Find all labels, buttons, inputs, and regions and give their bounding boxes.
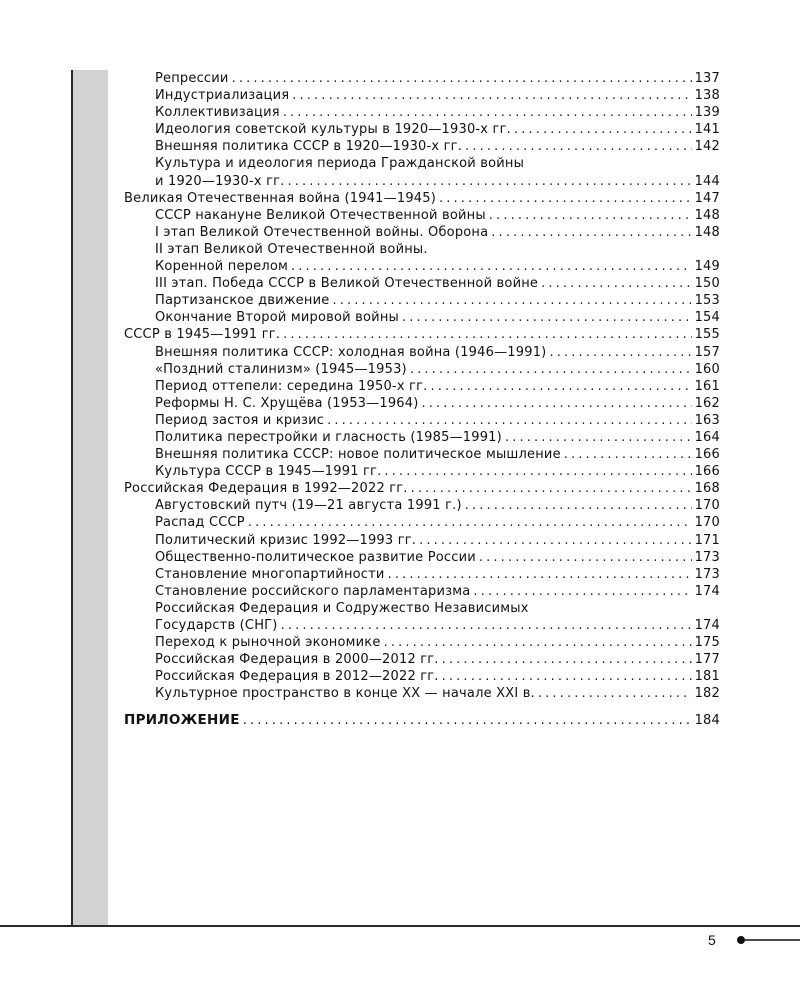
toc-entry-text: Индустриализация: [155, 88, 290, 104]
toc-page-number: 155: [694, 327, 720, 343]
toc-page-number: 148: [694, 224, 720, 240]
toc-entry[interactable]: [124, 651, 720, 668]
table-of-contents: [124, 70, 720, 729]
dot-leader: [287, 173, 691, 190]
toc-entry[interactable]: [124, 514, 720, 531]
dot-leader: [549, 344, 691, 361]
toc-entry[interactable]: [124, 685, 720, 702]
toc-entry[interactable]: [124, 70, 720, 87]
toc-entry-text: Становление многопартийности: [155, 566, 385, 582]
toc-page-number: 166: [694, 447, 720, 463]
toc-entry[interactable]: [124, 395, 720, 412]
toc-entry-text: Внешняя политика СССР: холодная война (1946—1991): [155, 344, 547, 360]
toc-page-number: 170: [694, 515, 720, 531]
toc-entry[interactable]: [124, 429, 720, 446]
toc-entry[interactable]: [124, 104, 720, 121]
toc-entry-text: Российская Федерация в 2012—2022 гг.: [155, 669, 439, 685]
toc-page-number: 181: [694, 669, 720, 685]
toc-page-number: 174: [694, 583, 720, 599]
toc-entry-text: Идеология советской культуры в 1920—1930-х гг.: [155, 122, 511, 138]
dot-leader: [538, 685, 692, 702]
toc-entry[interactable]: [124, 173, 720, 190]
toc-entry[interactable]: [124, 121, 720, 138]
toc-entry-text: Политика перестройки и гласность (1985—1991): [155, 429, 502, 445]
dot-leader: [248, 514, 692, 531]
toc-page-number: 157: [694, 344, 720, 360]
dot-leader: [291, 258, 692, 275]
page-marker-icon: [733, 931, 800, 949]
toc-entry[interactable]: [124, 207, 720, 224]
dot-leader: [281, 617, 692, 634]
dot-leader: [292, 87, 691, 104]
dot-leader: [465, 497, 692, 514]
toc-entry-text: Политический кризис 1992—1993 гг.: [155, 532, 417, 548]
toc-page-number: 138: [694, 88, 720, 104]
toc-entry-text: Великая Отечественная война (1941—1945): [124, 190, 436, 206]
dot-leader: [564, 446, 692, 463]
dot-leader: [232, 70, 692, 87]
toc-entry-text: Коллективизация: [155, 105, 280, 121]
toc-entry-text: Культура и идеология периода Гражданской войны: [155, 156, 525, 172]
toc-entry[interactable]: [124, 668, 720, 685]
toc-entry-text: Период застоя и кризис: [155, 412, 325, 428]
toc-entry[interactable]: [124, 344, 720, 361]
dot-leader: [402, 309, 692, 326]
dot-leader: [332, 292, 691, 309]
toc-entry-text: Партизанское движение: [155, 293, 330, 309]
dot-leader: [422, 395, 692, 412]
toc-entry[interactable]: [124, 446, 720, 463]
dot-leader: [327, 412, 691, 429]
dot-leader: [514, 121, 692, 138]
dot-leader: [479, 549, 692, 566]
toc-entry-text: Государств (СНГ): [155, 618, 278, 633]
appendix-page-number: 184: [694, 713, 720, 729]
dot-leader: [384, 634, 692, 651]
toc-page-number: 163: [694, 412, 720, 428]
toc-entry-text: и 1920—1930-х гг.: [155, 173, 285, 189]
toc-page-number: 153: [694, 293, 720, 309]
toc-page-number: 139: [694, 105, 720, 121]
toc-page-number: 170: [694, 498, 720, 514]
dot-leader: [439, 190, 692, 207]
toc-page-number: 150: [694, 276, 720, 292]
toc-entry[interactable]: [124, 549, 720, 566]
toc-entry-text: III этап. Победа СССР в Великой Отечественной войне: [155, 276, 539, 292]
toc-entry-text: Российская Федерация и Содружество Независимых: [155, 600, 529, 616]
toc-page-number: 161: [694, 378, 720, 394]
page-number: 5: [708, 932, 716, 948]
dot-leader: [489, 207, 692, 224]
toc-section[interactable]: [124, 326, 720, 343]
dot-leader: [430, 378, 691, 395]
footer-rule: [0, 925, 800, 927]
toc-entry-text: I этап Великой Отечественной войны. Оборона: [155, 224, 489, 240]
dot-leader: [411, 480, 692, 497]
toc-entry-text: Российская Федерация в 2000—2012 гг.: [155, 652, 439, 668]
toc-page-number: 177: [694, 652, 720, 668]
dot-leader: [388, 566, 692, 583]
dot-leader: [442, 668, 692, 685]
toc-page-number: 141: [694, 122, 720, 138]
toc-entry[interactable]: [124, 617, 720, 634]
toc-page-number: 137: [694, 71, 720, 86]
toc-entry-text: Реформы Н. С. Хрущёва (1953—1964): [155, 395, 419, 411]
toc-entry[interactable]: [124, 292, 720, 309]
toc-entry-text: Августовский путч (19—21 августа 1991 г.): [155, 498, 462, 514]
toc-entry-text: Культурное пространство в конце XX — начале XXI в.: [155, 686, 535, 702]
toc-entry-text: Распад СССР: [155, 515, 245, 531]
toc-entry[interactable]: [124, 275, 720, 292]
appendix-title: ПРИЛОЖЕНИЕ: [124, 712, 240, 729]
toc-page-number: 160: [694, 361, 720, 377]
toc-page-number: 162: [694, 395, 720, 411]
margin-strip: [71, 70, 108, 927]
toc-page-number: 171: [694, 532, 720, 548]
toc-entry-text: Общественно-политическое развитие России: [155, 549, 476, 565]
toc-page-number: 149: [694, 259, 720, 275]
toc-entry[interactable]: [124, 532, 720, 549]
toc-entry[interactable]: [124, 258, 720, 275]
toc-section[interactable]: [124, 190, 720, 207]
dot-leader: [283, 326, 691, 343]
toc-entry[interactable]: [124, 224, 720, 241]
dot-leader: [505, 429, 692, 446]
toc-page-number: 173: [694, 549, 720, 565]
dot-leader: [442, 651, 692, 668]
toc-entry-text: Внешняя политика СССР в 1920—1930-х гг.: [155, 139, 463, 155]
toc-entry-text: Переход к рыночной экономике: [155, 635, 381, 651]
dot-leader: [419, 532, 691, 549]
toc-page-number: 168: [694, 481, 720, 497]
toc-entry[interactable]: [124, 634, 720, 651]
dot-leader: [465, 138, 692, 155]
margin-rule: [71, 70, 73, 927]
dot-leader: [410, 361, 692, 378]
toc-entry-text: СССР накануне Великой Отечественной войны: [155, 207, 486, 223]
toc-entry-text: II этап Великой Отечественной войны.: [155, 241, 428, 257]
toc-section[interactable]: [124, 480, 720, 497]
dot-leader: [541, 275, 691, 292]
toc-page-number: 147: [694, 190, 720, 206]
toc-entry-text: Период оттепели: середина 1950-х гг.: [155, 378, 428, 394]
toc-entry[interactable]: [124, 497, 720, 514]
toc-entry-text: Культура СССР в 1945—1991 гг.: [155, 464, 382, 480]
toc-entry-text: Окончание Второй мировой войны: [155, 310, 399, 326]
dot-leader: [384, 463, 691, 480]
toc-appendix[interactable]: [124, 711, 720, 729]
toc-page-number: 144: [694, 173, 720, 189]
dot-leader: [491, 224, 691, 241]
toc-entry[interactable]: [124, 309, 720, 326]
toc-entry[interactable]: [124, 378, 720, 395]
toc-entry-text: Репрессии: [155, 71, 229, 86]
toc-entry-text: Внешняя политика СССР: новое политическое мышление: [155, 447, 561, 463]
toc-page-number: 182: [694, 686, 720, 702]
toc-entry[interactable]: [124, 463, 720, 480]
toc-entry[interactable]: [124, 138, 720, 155]
toc-entry-text: Российская Федерация в 1992—2022 гг.: [124, 481, 408, 497]
dot-leader: [473, 583, 691, 600]
toc-page-number: 148: [694, 207, 720, 223]
toc-entry[interactable]: [124, 87, 720, 104]
toc-entry[interactable]: [124, 361, 720, 378]
toc-entry-text: «Поздний сталинизм» (1945—1953): [155, 361, 407, 377]
toc-page-number: 166: [694, 464, 720, 480]
toc-page-number: 174: [694, 618, 720, 633]
dot-leader: [243, 712, 692, 730]
toc-entry-text: Коренной перелом: [155, 259, 288, 275]
toc-entry[interactable]: [124, 583, 720, 600]
toc-entry-text: Становление российского парламентаризма: [155, 583, 471, 599]
toc-page-number: 164: [694, 429, 720, 445]
toc-page-number: 173: [694, 566, 720, 582]
toc-page-number: 154: [694, 310, 720, 326]
toc-entry[interactable]: [124, 566, 720, 583]
toc-page-number: 142: [694, 139, 720, 155]
toc-entry[interactable]: [124, 412, 720, 429]
toc-entry-text: СССР в 1945—1991 гг.: [124, 327, 281, 343]
dot-leader: [283, 104, 692, 121]
toc-page-number: 175: [694, 635, 720, 651]
